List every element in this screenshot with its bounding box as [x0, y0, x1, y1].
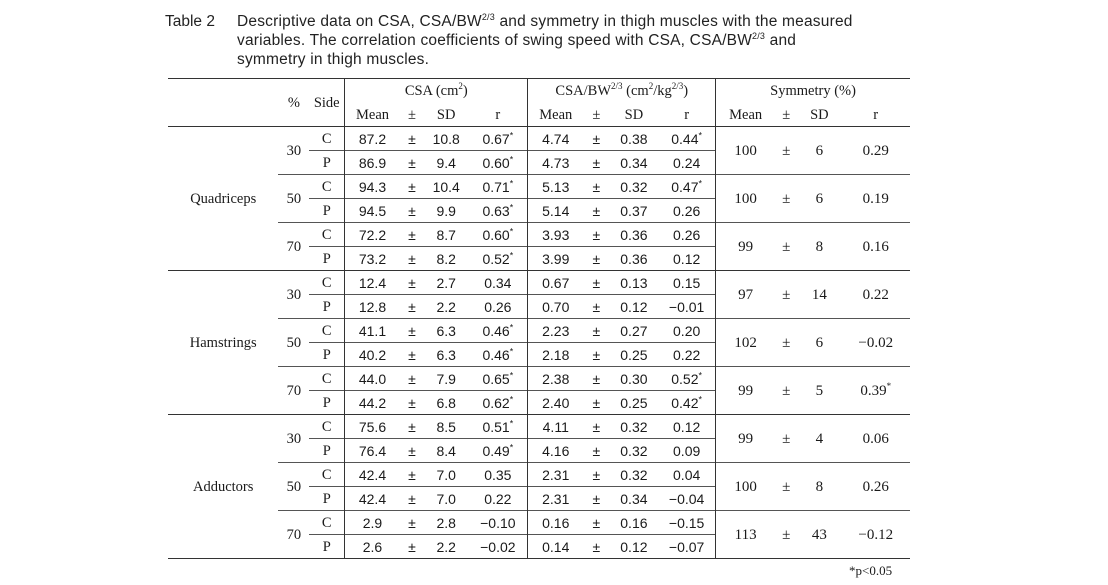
- csa-r-cell: 0.46*: [468, 319, 528, 343]
- csa-sd-cell: 8.7: [424, 223, 468, 247]
- bw-sd-cell: 0.32: [610, 175, 659, 199]
- csa-pm-cell: ±: [400, 127, 424, 151]
- bw-mean-cell: 2.38: [528, 367, 583, 391]
- subheader-r: r: [841, 103, 910, 127]
- bw-pm-cell: ±: [583, 247, 610, 271]
- bw-r-cell: 0.12: [658, 247, 715, 271]
- bw-r-cell: 0.09: [658, 439, 715, 463]
- bw-sd-cell: 0.16: [610, 511, 659, 535]
- side-cell: P: [309, 487, 344, 511]
- csa-pm-cell: ±: [400, 271, 424, 295]
- percent-cell: 50: [278, 175, 309, 223]
- bw-mean-cell: 0.67: [528, 271, 583, 295]
- bw-mean-cell: 4.16: [528, 439, 583, 463]
- bw-pm-cell: ±: [583, 511, 610, 535]
- symmetry-sd-cell: 8: [797, 463, 841, 511]
- header-csa-bw: CSA/$BW^{2/3}$ $(cm^2/kg^{2/3})$: [528, 79, 716, 104]
- side-cell: P: [309, 151, 344, 175]
- muscle-label: Hamstrings: [168, 271, 278, 415]
- bw-sd-cell: 0.34: [610, 151, 659, 175]
- symmetry-pm-cell: ±: [775, 463, 797, 511]
- bw-r-cell: −0.04: [658, 487, 715, 511]
- bw-sd-cell: 0.32: [610, 415, 659, 439]
- table-row: [168, 511, 910, 535]
- symmetry-r-cell: 0.19: [841, 175, 910, 223]
- side-cell: C: [309, 511, 344, 535]
- csa-sd-cell: 8.2: [424, 247, 468, 271]
- symmetry-sd-cell: 6: [797, 319, 841, 367]
- bw-mean-cell: 5.13: [528, 175, 583, 199]
- csa-r-cell: 0.60*: [468, 151, 528, 175]
- csa-sd-cell: 10.4: [424, 175, 468, 199]
- bw-pm-cell: ±: [583, 151, 610, 175]
- bw-r-cell: 0.04: [658, 463, 715, 487]
- table-row: [168, 367, 910, 391]
- bw-r-cell: 0.20: [658, 319, 715, 343]
- csa-sd-cell: 2.8: [424, 511, 468, 535]
- side-cell: P: [309, 247, 344, 271]
- side-cell: C: [309, 175, 344, 199]
- csa-sd-cell: 2.2: [424, 535, 468, 559]
- csa-mean-cell: 40.2: [345, 343, 400, 367]
- table-row: [168, 223, 910, 247]
- subheader-r: r: [658, 103, 715, 127]
- bw-pm-cell: ±: [583, 415, 610, 439]
- bw-r-cell: 0.47*: [658, 175, 715, 199]
- csa-r-cell: −0.10: [468, 511, 528, 535]
- header-csa: CSA $(cm^2)$: [345, 79, 528, 104]
- caption-line1: Descriptive data on CSA, CSA/BW: [237, 13, 482, 30]
- csa-mean-cell: 94.3: [345, 175, 400, 199]
- subheader-pm: ±: [775, 103, 797, 127]
- csa-sd-cell: 7.0: [424, 487, 468, 511]
- csa-sd-cell: 9.9: [424, 199, 468, 223]
- symmetry-r-cell: 0.26: [841, 463, 910, 511]
- bw-sd-cell: 0.25: [610, 391, 659, 415]
- csa-r-cell: 0.49*: [468, 439, 528, 463]
- subheader-pm: ±: [583, 103, 610, 127]
- bw-r-cell: 0.26: [658, 223, 715, 247]
- symmetry-mean-cell: 100: [716, 463, 776, 511]
- subheader-mean: Mean: [716, 103, 776, 127]
- bw-mean-cell: 2.31: [528, 463, 583, 487]
- csa-r-cell: 0.34: [468, 271, 528, 295]
- csa-r-cell: 0.67*: [468, 127, 528, 151]
- symmetry-r-cell: −0.02: [841, 319, 910, 367]
- symmetry-pm-cell: ±: [775, 175, 797, 223]
- csa-mean-cell: 72.2: [345, 223, 400, 247]
- footnote: *p<0.05: [849, 563, 893, 578]
- symmetry-mean-cell: 113: [716, 511, 776, 559]
- bw-pm-cell: ±: [583, 319, 610, 343]
- bw-r-cell: 0.26: [658, 199, 715, 223]
- bw-r-cell: 0.52*: [658, 367, 715, 391]
- symmetry-sd-cell: 4: [797, 415, 841, 463]
- bw-sd-cell: 0.36: [610, 223, 659, 247]
- csa-pm-cell: ±: [400, 511, 424, 535]
- csa-r-cell: 0.26: [468, 295, 528, 319]
- header-percent: %: [287, 94, 300, 111]
- table-row: [168, 175, 910, 199]
- bw-sd-cell: 0.12: [610, 535, 659, 559]
- bw-pm-cell: ±: [583, 391, 610, 415]
- csa-mean-cell: 75.6: [345, 415, 400, 439]
- bw-mean-cell: 4.74: [528, 127, 583, 151]
- csa-r-cell: 0.71*: [468, 175, 528, 199]
- bw-r-cell: −0.07: [658, 535, 715, 559]
- header-side: Side: [309, 79, 344, 127]
- side-cell: C: [309, 223, 344, 247]
- side-cell: P: [309, 295, 344, 319]
- symmetry-sd-cell: 14: [797, 271, 841, 319]
- csa-pm-cell: ±: [400, 295, 424, 319]
- bw-mean-cell: 2.23: [528, 319, 583, 343]
- symmetry-r-cell: −0.12: [841, 511, 910, 559]
- csa-r-cell: 0.35: [468, 463, 528, 487]
- csa-r-cell: 0.60*: [468, 223, 528, 247]
- table-row: [168, 463, 910, 487]
- subheader-mean: Mean: [528, 103, 583, 127]
- subheader-sd: SD: [797, 103, 841, 127]
- bw-pm-cell: ±: [583, 535, 610, 559]
- csa-sd-cell: 2.2: [424, 295, 468, 319]
- bw-r-cell: 0.24: [658, 151, 715, 175]
- muscle-label: Adductors: [168, 415, 278, 559]
- symmetry-sd-cell: 6: [797, 175, 841, 223]
- symmetry-pm-cell: ±: [775, 511, 797, 559]
- bw-mean-cell: 2.40: [528, 391, 583, 415]
- csa-sd-cell: 6.8: [424, 391, 468, 415]
- percent-cell: 30: [278, 127, 309, 175]
- csa-r-cell: 0.63*: [468, 199, 528, 223]
- csa-r-cell: 0.52*: [468, 247, 528, 271]
- csa-pm-cell: ±: [400, 151, 424, 175]
- csa-r-cell: 0.62*: [468, 391, 528, 415]
- csa-r-cell: 0.46*: [468, 343, 528, 367]
- table-row: [168, 127, 910, 151]
- percent-cell: 70: [278, 223, 309, 271]
- symmetry-mean-cell: 97: [716, 271, 776, 319]
- caption-line3: symmetry in thigh muscles.: [237, 51, 430, 68]
- csa-mean-cell: 42.4: [345, 463, 400, 487]
- bw-r-cell: −0.01: [658, 295, 715, 319]
- bw-r-cell: 0.12: [658, 415, 715, 439]
- side-cell: C: [309, 127, 344, 151]
- bw-mean-cell: 3.99: [528, 247, 583, 271]
- percent-cell: 50: [278, 463, 309, 511]
- symmetry-r-cell: 0.29: [841, 127, 910, 175]
- csa-pm-cell: ±: [400, 391, 424, 415]
- bw-pm-cell: ±: [583, 463, 610, 487]
- header-symmetry: Symmetry (%): [770, 83, 856, 99]
- csa-sd-cell: 8.5: [424, 415, 468, 439]
- bw-r-cell: 0.15: [658, 271, 715, 295]
- csa-mean-cell: 2.9: [345, 511, 400, 535]
- bw-mean-cell: 3.93: [528, 223, 583, 247]
- csa-sd-cell: 10.8: [424, 127, 468, 151]
- bw-r-cell: −0.15: [658, 511, 715, 535]
- bw-mean-cell: 0.14: [528, 535, 583, 559]
- symmetry-mean-cell: 99: [716, 223, 776, 271]
- symmetry-pm-cell: ±: [775, 271, 797, 319]
- csa-mean-cell: 2.6: [345, 535, 400, 559]
- csa-pm-cell: ±: [400, 415, 424, 439]
- bw-sd-cell: 0.38: [610, 127, 659, 151]
- side-cell: C: [309, 463, 344, 487]
- csa-mean-cell: 44.0: [345, 367, 400, 391]
- csa-r-cell: 0.65*: [468, 367, 528, 391]
- csa-sd-cell: 9.4: [424, 151, 468, 175]
- symmetry-pm-cell: ±: [775, 223, 797, 271]
- subheader-r: r: [468, 103, 528, 127]
- bw-mean-cell: 2.31: [528, 487, 583, 511]
- csa-pm-cell: ±: [400, 247, 424, 271]
- csa-mean-cell: 73.2: [345, 247, 400, 271]
- symmetry-mean-cell: 100: [716, 127, 776, 175]
- csa-pm-cell: ±: [400, 367, 424, 391]
- csa-sd-cell: 7.0: [424, 463, 468, 487]
- subheader-pm: ±: [400, 103, 424, 127]
- symmetry-mean-cell: 102: [716, 319, 776, 367]
- bw-r-cell: 0.44*: [658, 127, 715, 151]
- csa-pm-cell: ±: [400, 199, 424, 223]
- bw-mean-cell: 0.16: [528, 511, 583, 535]
- muscle-label: Quadriceps: [168, 127, 278, 271]
- bw-r-cell: 0.42*: [658, 391, 715, 415]
- bw-pm-cell: ±: [583, 343, 610, 367]
- table-row: [168, 319, 910, 343]
- side-cell: C: [309, 319, 344, 343]
- bw-mean-cell: 0.70: [528, 295, 583, 319]
- bw-pm-cell: ±: [583, 175, 610, 199]
- bw-sd-cell: 0.12: [610, 295, 659, 319]
- csa-pm-cell: ±: [400, 535, 424, 559]
- bw-r-cell: 0.22: [658, 343, 715, 367]
- csa-sd-cell: 8.4: [424, 439, 468, 463]
- bw-pm-cell: ±: [583, 487, 610, 511]
- side-cell: P: [309, 199, 344, 223]
- symmetry-mean-cell: 99: [716, 367, 776, 415]
- csa-pm-cell: ±: [400, 487, 424, 511]
- caption-text: Descriptive data on CSA, CSA/$BW^{2/3}$ and symmetry in thigh muscles with the measured variables. The correlation coefficients of swing speed with CSA, CSA/$BW^{2/3}$ and symmetry in thigh muscles.: [237, 12, 1087, 69]
- symmetry-pm-cell: ±: [775, 367, 797, 415]
- symmetry-sd-cell: 8: [797, 223, 841, 271]
- side-cell: P: [309, 439, 344, 463]
- symmetry-sd-cell: 43: [797, 511, 841, 559]
- bw-pm-cell: ±: [583, 439, 610, 463]
- csa-sd-cell: 2.7: [424, 271, 468, 295]
- csa-mean-cell: 86.9: [345, 151, 400, 175]
- bw-mean-cell: 4.73: [528, 151, 583, 175]
- bw-pm-cell: ±: [583, 295, 610, 319]
- symmetry-r-cell: 0.06: [841, 415, 910, 463]
- symmetry-pm-cell: ±: [775, 319, 797, 367]
- side-cell: C: [309, 271, 344, 295]
- csa-sd-cell: 7.9: [424, 367, 468, 391]
- subheader-sd: SD: [610, 103, 659, 127]
- csa-r-cell: −0.02: [468, 535, 528, 559]
- bw-pm-cell: ±: [583, 271, 610, 295]
- csa-mean-cell: 94.5: [345, 199, 400, 223]
- percent-cell: 30: [278, 415, 309, 463]
- caption-label: Table 2: [165, 13, 215, 30]
- symmetry-r-cell: 0.16: [841, 223, 910, 271]
- table-row: [168, 415, 910, 439]
- caption-line2: variables. The correlation coefficients of swing speed with CSA, CSA/BW: [237, 32, 753, 49]
- csa-mean-cell: 12.4: [345, 271, 400, 295]
- csa-pm-cell: ±: [400, 463, 424, 487]
- percent-cell: 50: [278, 319, 309, 367]
- bw-mean-cell: 2.18: [528, 343, 583, 367]
- table-body: [168, 127, 910, 559]
- bw-sd-cell: 0.27: [610, 319, 659, 343]
- symmetry-r-cell: 0.39*: [841, 367, 910, 415]
- bw-sd-cell: 0.25: [610, 343, 659, 367]
- bw-sd-cell: 0.30: [610, 367, 659, 391]
- symmetry-sd-cell: 6: [797, 127, 841, 175]
- csa-mean-cell: 42.4: [345, 487, 400, 511]
- csa-sd-cell: 6.3: [424, 343, 468, 367]
- side-cell: P: [309, 343, 344, 367]
- bw-mean-cell: 5.14: [528, 199, 583, 223]
- csa-r-cell: 0.51*: [468, 415, 528, 439]
- bw-pm-cell: ±: [583, 127, 610, 151]
- subheader-mean: Mean: [345, 103, 400, 127]
- symmetry-r-cell: 0.22: [841, 271, 910, 319]
- csa-pm-cell: ±: [400, 223, 424, 247]
- percent-cell: 70: [278, 511, 309, 559]
- csa-pm-cell: ±: [400, 319, 424, 343]
- csa-r-cell: 0.22: [468, 487, 528, 511]
- bw-sd-cell: 0.37: [610, 199, 659, 223]
- csa-sd-cell: 6.3: [424, 319, 468, 343]
- bw-sd-cell: 0.36: [610, 247, 659, 271]
- csa-mean-cell: 12.8: [345, 295, 400, 319]
- csa-mean-cell: 87.2: [345, 127, 400, 151]
- csa-pm-cell: ±: [400, 439, 424, 463]
- bw-sd-cell: 0.32: [610, 439, 659, 463]
- data-table: [168, 78, 910, 559]
- percent-cell: 30: [278, 271, 309, 319]
- csa-mean-cell: 41.1: [345, 319, 400, 343]
- side-cell: P: [309, 535, 344, 559]
- bw-pm-cell: ±: [583, 223, 610, 247]
- side-cell: C: [309, 415, 344, 439]
- bw-pm-cell: ±: [583, 367, 610, 391]
- symmetry-pm-cell: ±: [775, 127, 797, 175]
- csa-pm-cell: ±: [400, 343, 424, 367]
- csa-mean-cell: 44.2: [345, 391, 400, 415]
- bw-sd-cell: 0.34: [610, 487, 659, 511]
- side-cell: P: [309, 391, 344, 415]
- bw-pm-cell: ±: [583, 199, 610, 223]
- percent-cell: 70: [278, 367, 309, 415]
- table-row: [168, 271, 910, 295]
- symmetry-pm-cell: ±: [775, 415, 797, 463]
- bw-mean-cell: 4.11: [528, 415, 583, 439]
- side-cell: C: [309, 367, 344, 391]
- symmetry-mean-cell: 100: [716, 175, 776, 223]
- csa-mean-cell: 76.4: [345, 439, 400, 463]
- bw-sd-cell: 0.13: [610, 271, 659, 295]
- csa-pm-cell: ±: [400, 175, 424, 199]
- symmetry-mean-cell: 99: [716, 415, 776, 463]
- subheader-sd: SD: [424, 103, 468, 127]
- symmetry-sd-cell: 5: [797, 367, 841, 415]
- bw-sd-cell: 0.32: [610, 463, 659, 487]
